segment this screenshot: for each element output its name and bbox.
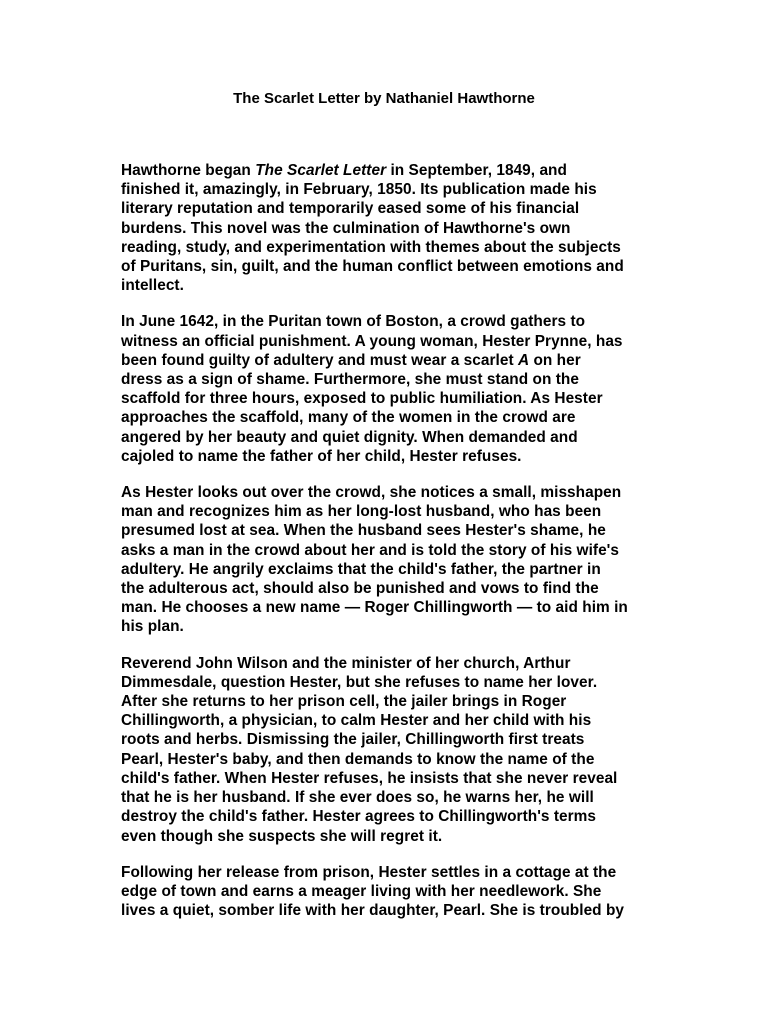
text-run: witness an official punishment. A young woman, Hester Prynne, has	[121, 332, 623, 350]
text-line	[121, 617, 681, 636]
text-line	[121, 276, 681, 295]
paragraph	[121, 654, 681, 846]
text-run: angered by her beauty and quiet dignity. When demanded and	[121, 428, 578, 446]
text-run: cajoled to name the father of her child, Hester refuses.	[121, 447, 522, 465]
text-run: child's father. When Hester refuses, he insists that she never reveal	[121, 769, 618, 787]
text-run: finished it, amazingly, in February, 1850. Its publication made his	[121, 181, 597, 199]
text-run: of Puritans, sin, guilt, and the human conflict between emotions and	[121, 258, 624, 276]
text-line	[121, 351, 681, 370]
text-line	[121, 730, 681, 749]
text-line	[121, 428, 681, 447]
text-run: approaches the scaffold, many of the women in the crowd are	[121, 409, 576, 427]
text-run: even though she suspects she will regret it.	[121, 827, 443, 845]
text-run: in September, 1849, and	[386, 162, 567, 179]
text-run: the adulterous act, should also be punished and vows to find the	[121, 580, 599, 598]
text-run: Reverend John Wilson and the minister of her church, Arthur	[121, 654, 571, 672]
text-run: scaffold for three hours, exposed to public humiliation. As Hester	[121, 390, 603, 408]
text-run: his plan.	[121, 618, 184, 636]
text-line	[121, 219, 681, 238]
text-run: edge of town and earns a meager living with her needlework. She	[121, 882, 602, 900]
text-run: destroy the child's father. Hester agrees to Chillingworth's terms	[121, 808, 597, 826]
text-run: reading, study, and experimentation with themes about the subjects	[121, 238, 621, 256]
text-line	[121, 257, 681, 276]
text-run: literary reputation and temporarily eased some of his financial	[121, 200, 580, 218]
text-line	[121, 541, 681, 560]
text-line	[121, 692, 681, 711]
text-run: Hawthorne began	[121, 162, 256, 179]
text-run: man. He chooses a new name — Roger Chillingworth — to aid him in	[121, 599, 628, 617]
text-line	[121, 750, 681, 769]
text-run: Dimmesdale, question Hester, but she refuses to name her lover.	[121, 673, 598, 691]
text-line	[121, 711, 681, 730]
text-line	[121, 447, 681, 466]
document-title: The Scarlet Letter by Nathaniel Hawthorne	[233, 90, 535, 107]
text-run: man and recognizes him as her long-lost husband, who has been	[121, 503, 602, 521]
text-line	[121, 180, 681, 199]
text-run: on her	[529, 351, 581, 369]
text-line	[121, 579, 681, 598]
text-line	[121, 238, 681, 257]
text-line	[121, 788, 681, 807]
text-run: After she returns to her prison cell, the jailer brings in Roger	[121, 693, 567, 711]
text-line	[121, 769, 681, 788]
text-run: intellect.	[121, 277, 184, 295]
text-line	[121, 408, 681, 427]
text-run: roots and herbs. Dismissing the jailer, Chillingworth first treats	[121, 731, 585, 749]
text-line	[121, 483, 681, 502]
text-line	[121, 598, 681, 617]
text-line	[121, 673, 681, 692]
italic-text: The Scarlet Letter	[255, 162, 387, 179]
text-run: burdens. This novel was the culmination of Hawthorne's own	[121, 219, 571, 237]
text-line	[121, 389, 681, 408]
paragraph	[121, 312, 681, 466]
paragraph	[121, 161, 681, 295]
text-run: dress as a sign of shame. Furthermore, she must stand on the	[121, 371, 579, 389]
text-line	[121, 882, 681, 901]
text-run: Following her release from prison, Hester settles in a cottage at the	[121, 863, 617, 881]
text-line	[121, 901, 681, 920]
text-line	[121, 827, 681, 846]
text-line	[121, 560, 681, 579]
text-line	[121, 332, 681, 351]
paragraph	[121, 483, 681, 637]
text-line	[121, 370, 681, 389]
text-line	[121, 502, 681, 521]
italic-text: A	[517, 351, 530, 369]
text-line	[121, 521, 681, 540]
text-run: Chillingworth, a physician, to calm Hester and her child with his	[121, 712, 592, 730]
text-run: lives a quiet, somber life with her daughter, Pearl. She is troubled by	[121, 902, 625, 920]
text-run: presumed lost at sea. When the husband sees Hester's shame, he	[121, 522, 606, 540]
document-body	[121, 161, 681, 937]
text-run: been found guilty of adultery and must wear a scarlet	[121, 351, 518, 369]
text-run: adultery. He angrily exclaims that the child's father, the partner in	[121, 560, 601, 578]
text-run: asks a man in the crowd about her and is told the story of his wife's	[121, 541, 619, 559]
text-line	[121, 863, 681, 882]
text-line	[121, 654, 681, 673]
text-run: In June 1642, in the Puritan town of Boston, a crowd gathers to	[121, 313, 586, 331]
text-run: As Hester looks out over the crowd, she notices a small, misshapen	[121, 484, 622, 502]
text-line	[121, 807, 681, 826]
text-run: Pearl, Hester's baby, and then demands to know the name of the	[121, 750, 595, 768]
text-line	[121, 161, 681, 180]
text-line	[121, 312, 681, 331]
paragraph	[121, 863, 681, 921]
text-line	[121, 199, 681, 218]
text-run: that he is her husband. If she ever does so, he warns her, he will	[121, 789, 594, 807]
